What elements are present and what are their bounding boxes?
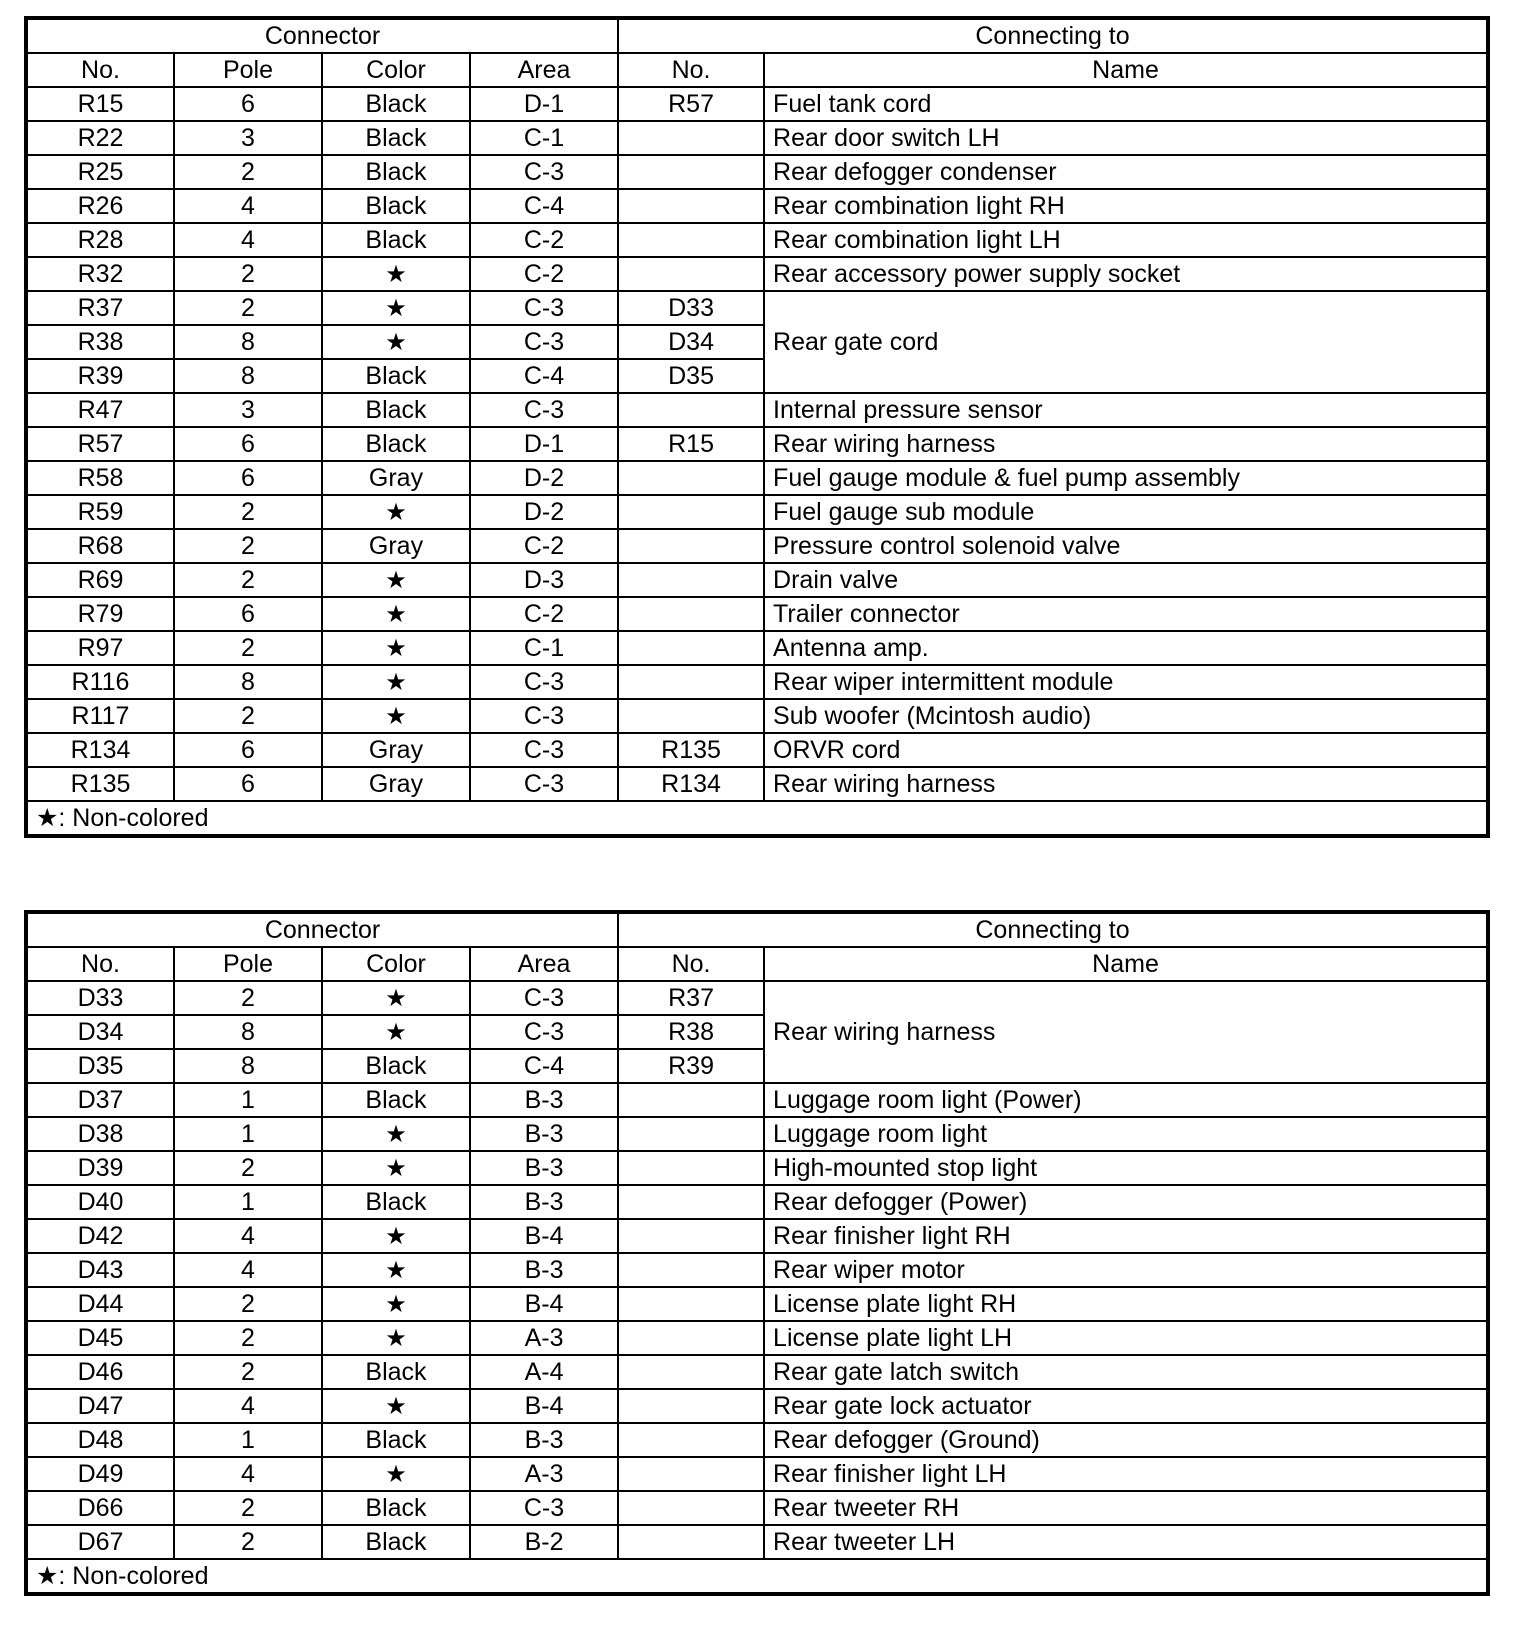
area-cell: C-3 xyxy=(470,393,618,427)
area-cell: C-2 xyxy=(470,257,618,291)
color-cell: Black xyxy=(322,1083,470,1117)
pole-cell: 3 xyxy=(174,121,322,155)
table-row xyxy=(26,699,1488,733)
connecting-no-cell: D33 xyxy=(618,291,764,325)
connecting-name-cell: Rear gate cord xyxy=(764,291,1488,393)
color-cell: ★ xyxy=(322,597,470,631)
connector-header: Connector xyxy=(26,18,618,53)
color-cell: Black xyxy=(322,121,470,155)
pole-cell: 6 xyxy=(174,597,322,631)
connecting-name-cell: Antenna amp. xyxy=(764,631,1488,665)
name-column-header: Name xyxy=(764,947,1488,981)
pole-cell: 1 xyxy=(174,1423,322,1457)
connecting-name-cell: Fuel tank cord xyxy=(764,87,1488,121)
connector-no-cell: D43 xyxy=(26,1253,174,1287)
to-no-column-header: No. xyxy=(618,53,764,87)
table-row xyxy=(26,1083,1488,1117)
connecting-no-cell: R39 xyxy=(618,1049,764,1083)
color-cell: Black xyxy=(322,1185,470,1219)
color-cell: Black xyxy=(322,189,470,223)
area-cell: B-3 xyxy=(470,1423,618,1457)
area-cell: A-3 xyxy=(470,1321,618,1355)
color-cell: Gray xyxy=(322,767,470,801)
connecting-name-cell: ORVR cord xyxy=(764,733,1488,767)
pole-cell: 4 xyxy=(174,223,322,257)
area-cell: B-3 xyxy=(470,1253,618,1287)
table-header-row xyxy=(26,18,1488,53)
connecting-name-cell: Rear finisher light LH xyxy=(764,1457,1488,1491)
connecting-name-cell: Rear accessory power supply socket xyxy=(764,257,1488,291)
table-row xyxy=(26,733,1488,767)
connector-no-cell: R116 xyxy=(26,665,174,699)
area-cell: C-3 xyxy=(470,665,618,699)
connector-no-cell: R68 xyxy=(26,529,174,563)
pole-cell: 6 xyxy=(174,461,322,495)
color-cell: ★ xyxy=(322,325,470,359)
connecting-no-cell xyxy=(618,461,764,495)
connector-no-cell: R39 xyxy=(26,359,174,393)
connecting-name-cell: Rear wiper motor xyxy=(764,1253,1488,1287)
connecting-no-cell xyxy=(618,495,764,529)
table-row xyxy=(26,1389,1488,1423)
connecting-no-cell: R135 xyxy=(618,733,764,767)
table-row xyxy=(26,461,1488,495)
pole-cell: 2 xyxy=(174,1287,322,1321)
area-cell: B-4 xyxy=(470,1287,618,1321)
color-cell: Black xyxy=(322,223,470,257)
color-cell: Black xyxy=(322,1049,470,1083)
connecting-name-cell: Rear wiring harness xyxy=(764,981,1488,1083)
connecting-name-cell: Internal pressure sensor xyxy=(764,393,1488,427)
connecting-no-cell: R15 xyxy=(618,427,764,461)
connecting-no-cell xyxy=(618,1117,764,1151)
area-cell: C-2 xyxy=(470,223,618,257)
connecting-no-cell: R37 xyxy=(618,981,764,1015)
pole-cell: 4 xyxy=(174,1253,322,1287)
connector-no-cell: R97 xyxy=(26,631,174,665)
area-cell: C-4 xyxy=(470,1049,618,1083)
area-cell: D-2 xyxy=(470,461,618,495)
footnote-row xyxy=(26,801,1488,836)
connector-no-cell: D47 xyxy=(26,1389,174,1423)
table-row xyxy=(26,563,1488,597)
connecting-no-cell: R57 xyxy=(618,87,764,121)
connector-table-d xyxy=(24,910,1490,1596)
pole-cell: 1 xyxy=(174,1083,322,1117)
connector-no-cell: D67 xyxy=(26,1525,174,1559)
connecting-name-cell: Rear defogger (Power) xyxy=(764,1185,1488,1219)
connecting-no-cell xyxy=(618,1389,764,1423)
footnote-row xyxy=(26,1559,1488,1594)
connecting-no-cell xyxy=(618,155,764,189)
table-row xyxy=(26,1185,1488,1219)
connecting-no-cell xyxy=(618,121,764,155)
connecting-no-cell xyxy=(618,1185,764,1219)
color-cell: ★ xyxy=(322,1219,470,1253)
connector-no-cell: D45 xyxy=(26,1321,174,1355)
area-cell: B-3 xyxy=(470,1185,618,1219)
color-cell: ★ xyxy=(322,981,470,1015)
pole-cell: 2 xyxy=(174,257,322,291)
color-cell: ★ xyxy=(322,1015,470,1049)
area-cell: C-3 xyxy=(470,1015,618,1049)
area-cell: C-1 xyxy=(470,121,618,155)
pole-column-header: Pole xyxy=(174,947,322,981)
table-row xyxy=(26,155,1488,189)
table-row xyxy=(26,1525,1488,1559)
connector-no-cell: D33 xyxy=(26,981,174,1015)
color-cell: Black xyxy=(322,155,470,189)
connecting-no-cell xyxy=(618,1423,764,1457)
table-row xyxy=(26,291,1488,325)
pole-cell: 1 xyxy=(174,1117,322,1151)
pole-cell: 6 xyxy=(174,427,322,461)
pole-cell: 4 xyxy=(174,1219,322,1253)
pole-cell: 3 xyxy=(174,393,322,427)
color-cell: Gray xyxy=(322,529,470,563)
pole-cell: 2 xyxy=(174,699,322,733)
connector-table-r xyxy=(24,16,1490,838)
connector-no-cell: R134 xyxy=(26,733,174,767)
pole-cell: 2 xyxy=(174,1491,322,1525)
connecting-no-cell xyxy=(618,699,764,733)
connector-no-cell: R57 xyxy=(26,427,174,461)
area-cell: D-1 xyxy=(470,427,618,461)
color-cell: Gray xyxy=(322,733,470,767)
table-row xyxy=(26,1151,1488,1185)
connecting-no-cell xyxy=(618,631,764,665)
connector-no-cell: R79 xyxy=(26,597,174,631)
connecting-name-cell: Rear wiring harness xyxy=(764,767,1488,801)
color-cell: ★ xyxy=(322,495,470,529)
color-cell: ★ xyxy=(322,257,470,291)
connector-no-cell: R59 xyxy=(26,495,174,529)
table-row xyxy=(26,665,1488,699)
no-column-header: No. xyxy=(26,53,174,87)
connecting-name-cell: Rear finisher light RH xyxy=(764,1219,1488,1253)
connecting-name-cell: Rear defogger condenser xyxy=(764,155,1488,189)
color-cell: ★ xyxy=(322,1151,470,1185)
area-cell: B-3 xyxy=(470,1117,618,1151)
area-cell: C-3 xyxy=(470,733,618,767)
table-row xyxy=(26,1117,1488,1151)
table-row xyxy=(26,121,1488,155)
table-row xyxy=(26,981,1488,1015)
table-row xyxy=(26,631,1488,665)
footnote: ★: Non-colored xyxy=(26,1559,1488,1594)
table-row xyxy=(26,427,1488,461)
color-cell: Black xyxy=(322,359,470,393)
pole-cell: 2 xyxy=(174,1151,322,1185)
connector-no-cell: R28 xyxy=(26,223,174,257)
connecting-name-cell: License plate light LH xyxy=(764,1321,1488,1355)
color-cell: ★ xyxy=(322,1389,470,1423)
color-column-header: Color xyxy=(322,947,470,981)
connecting-no-cell xyxy=(618,529,764,563)
connector-no-cell: D34 xyxy=(26,1015,174,1049)
pole-cell: 8 xyxy=(174,1049,322,1083)
connecting-name-cell: Rear door switch LH xyxy=(764,121,1488,155)
connecting-no-cell: D35 xyxy=(618,359,764,393)
connector-no-cell: D40 xyxy=(26,1185,174,1219)
connector-no-cell: D48 xyxy=(26,1423,174,1457)
connector-no-cell: R26 xyxy=(26,189,174,223)
table-subheader-row xyxy=(26,947,1488,981)
connecting-no-cell: R38 xyxy=(618,1015,764,1049)
area-cell: C-3 xyxy=(470,699,618,733)
connecting-no-cell: D34 xyxy=(618,325,764,359)
connecting-name-cell: Sub woofer (Mcintosh audio) xyxy=(764,699,1488,733)
area-cell: D-3 xyxy=(470,563,618,597)
connecting-name-cell: Drain valve xyxy=(764,563,1488,597)
table-row xyxy=(26,1423,1488,1457)
connecting-no-cell xyxy=(618,1491,764,1525)
connecting-no-cell xyxy=(618,1287,764,1321)
connector-no-cell: D35 xyxy=(26,1049,174,1083)
connecting-no-cell xyxy=(618,1355,764,1389)
area-cell: D-1 xyxy=(470,87,618,121)
pole-cell: 6 xyxy=(174,767,322,801)
connecting-no-cell: R134 xyxy=(618,767,764,801)
connecting-name-cell: Luggage room light xyxy=(764,1117,1488,1151)
pole-column-header: Pole xyxy=(174,53,322,87)
connector-no-cell: R47 xyxy=(26,393,174,427)
pole-cell: 4 xyxy=(174,1457,322,1491)
pole-cell: 6 xyxy=(174,87,322,121)
color-cell: Black xyxy=(322,427,470,461)
table-row xyxy=(26,1355,1488,1389)
area-cell: B-2 xyxy=(470,1525,618,1559)
table-row xyxy=(26,1491,1488,1525)
connector-no-cell: D49 xyxy=(26,1457,174,1491)
pole-cell: 2 xyxy=(174,1525,322,1559)
connecting-name-cell: Rear wiper intermittent module xyxy=(764,665,1488,699)
connecting-name-cell: Rear combination light RH xyxy=(764,189,1488,223)
connecting-name-cell: Rear tweeter LH xyxy=(764,1525,1488,1559)
table-row xyxy=(26,597,1488,631)
table-row xyxy=(26,189,1488,223)
connecting-name-cell: Pressure control solenoid valve xyxy=(764,529,1488,563)
area-cell: B-4 xyxy=(470,1389,618,1423)
pole-cell: 8 xyxy=(174,359,322,393)
connector-no-cell: D38 xyxy=(26,1117,174,1151)
connector-no-cell: D39 xyxy=(26,1151,174,1185)
color-cell: Black xyxy=(322,1423,470,1457)
color-cell: Black xyxy=(322,393,470,427)
area-cell: C-3 xyxy=(470,1491,618,1525)
connecting-name-cell: Luggage room light (Power) xyxy=(764,1083,1488,1117)
color-cell: ★ xyxy=(322,291,470,325)
pole-cell: 2 xyxy=(174,1355,322,1389)
color-cell: ★ xyxy=(322,563,470,597)
connector-no-cell: R32 xyxy=(26,257,174,291)
connecting-name-cell: Fuel gauge sub module xyxy=(764,495,1488,529)
area-cell: C-2 xyxy=(470,597,618,631)
connecting-no-cell xyxy=(618,665,764,699)
table-row xyxy=(26,393,1488,427)
color-cell: ★ xyxy=(322,699,470,733)
table-row xyxy=(26,1457,1488,1491)
table-row xyxy=(26,87,1488,121)
color-cell: ★ xyxy=(322,1287,470,1321)
connecting-to-header: Connecting to xyxy=(618,912,1488,947)
pole-cell: 2 xyxy=(174,563,322,597)
area-cell: C-3 xyxy=(470,155,618,189)
area-cell: C-2 xyxy=(470,529,618,563)
connecting-no-cell xyxy=(618,1457,764,1491)
connector-no-cell: R37 xyxy=(26,291,174,325)
pole-cell: 2 xyxy=(174,981,322,1015)
area-cell: C-3 xyxy=(470,767,618,801)
area-cell: B-3 xyxy=(470,1151,618,1185)
connector-no-cell: D66 xyxy=(26,1491,174,1525)
connecting-name-cell: Fuel gauge module & fuel pump assembly xyxy=(764,461,1488,495)
connecting-name-cell: Trailer connector xyxy=(764,597,1488,631)
area-cell: C-4 xyxy=(470,189,618,223)
connector-no-cell: D37 xyxy=(26,1083,174,1117)
connector-header: Connector xyxy=(26,912,618,947)
area-cell: D-2 xyxy=(470,495,618,529)
pole-cell: 8 xyxy=(174,665,322,699)
connector-no-cell: R25 xyxy=(26,155,174,189)
area-cell: B-4 xyxy=(470,1219,618,1253)
connecting-name-cell: High-mounted stop light xyxy=(764,1151,1488,1185)
pole-cell: 6 xyxy=(174,733,322,767)
table-row xyxy=(26,767,1488,801)
connector-no-cell: R69 xyxy=(26,563,174,597)
area-cell: C-3 xyxy=(470,981,618,1015)
table-row xyxy=(26,1321,1488,1355)
connector-no-cell: D42 xyxy=(26,1219,174,1253)
connecting-no-cell xyxy=(618,1151,764,1185)
connecting-no-cell xyxy=(618,1321,764,1355)
table-row xyxy=(26,257,1488,291)
connecting-no-cell xyxy=(618,393,764,427)
area-column-header: Area xyxy=(470,947,618,981)
connecting-name-cell: Rear gate latch switch xyxy=(764,1355,1488,1389)
pole-cell: 2 xyxy=(174,291,322,325)
connecting-name-cell: Rear gate lock actuator xyxy=(764,1389,1488,1423)
connector-no-cell: R38 xyxy=(26,325,174,359)
pole-cell: 8 xyxy=(174,325,322,359)
area-cell: C-3 xyxy=(470,325,618,359)
color-cell: ★ xyxy=(322,1321,470,1355)
pole-cell: 2 xyxy=(174,529,322,563)
area-cell: A-3 xyxy=(470,1457,618,1491)
table-header-row xyxy=(26,912,1488,947)
table-row xyxy=(26,1253,1488,1287)
connecting-no-cell xyxy=(618,1219,764,1253)
color-cell: ★ xyxy=(322,1117,470,1151)
color-cell: ★ xyxy=(322,1457,470,1491)
footnote: ★: Non-colored xyxy=(26,801,1488,836)
connector-no-cell: D46 xyxy=(26,1355,174,1389)
pole-cell: 2 xyxy=(174,155,322,189)
connector-no-cell: R58 xyxy=(26,461,174,495)
pole-cell: 4 xyxy=(174,189,322,223)
pole-cell: 1 xyxy=(174,1185,322,1219)
color-cell: Black xyxy=(322,1355,470,1389)
area-cell: C-3 xyxy=(470,291,618,325)
connector-no-cell: R117 xyxy=(26,699,174,733)
table-row xyxy=(26,1219,1488,1253)
connecting-name-cell: License plate light RH xyxy=(764,1287,1488,1321)
connecting-name-cell: Rear combination light LH xyxy=(764,223,1488,257)
color-cell: ★ xyxy=(322,665,470,699)
connecting-no-cell xyxy=(618,1525,764,1559)
connecting-no-cell xyxy=(618,1083,764,1117)
connecting-no-cell xyxy=(618,257,764,291)
area-cell: C-1 xyxy=(470,631,618,665)
table-row xyxy=(26,223,1488,257)
color-column-header: Color xyxy=(322,53,470,87)
pole-cell: 2 xyxy=(174,1321,322,1355)
color-cell: ★ xyxy=(322,631,470,665)
connector-no-cell: D44 xyxy=(26,1287,174,1321)
color-cell: Black xyxy=(322,1491,470,1525)
name-column-header: Name xyxy=(764,53,1488,87)
color-cell: Black xyxy=(322,1525,470,1559)
connector-no-cell: R22 xyxy=(26,121,174,155)
color-cell: Gray xyxy=(322,461,470,495)
connecting-name-cell: Rear tweeter RH xyxy=(764,1491,1488,1525)
color-cell: ★ xyxy=(322,1253,470,1287)
connecting-name-cell: Rear defogger (Ground) xyxy=(764,1423,1488,1457)
connecting-no-cell xyxy=(618,189,764,223)
table-row xyxy=(26,495,1488,529)
pole-cell: 2 xyxy=(174,495,322,529)
connecting-to-header: Connecting to xyxy=(618,18,1488,53)
connector-no-cell: R15 xyxy=(26,87,174,121)
connector-no-cell: R135 xyxy=(26,767,174,801)
color-cell: Black xyxy=(322,87,470,121)
table-row xyxy=(26,529,1488,563)
connecting-no-cell xyxy=(618,223,764,257)
area-cell: C-4 xyxy=(470,359,618,393)
pole-cell: 2 xyxy=(174,631,322,665)
connecting-no-cell xyxy=(618,563,764,597)
table-row xyxy=(26,1287,1488,1321)
pole-cell: 4 xyxy=(174,1389,322,1423)
area-cell: A-4 xyxy=(470,1355,618,1389)
area-cell: B-3 xyxy=(470,1083,618,1117)
to-no-column-header: No. xyxy=(618,947,764,981)
connecting-no-cell xyxy=(618,1253,764,1287)
no-column-header: No. xyxy=(26,947,174,981)
connecting-no-cell xyxy=(618,597,764,631)
pole-cell: 8 xyxy=(174,1015,322,1049)
connecting-name-cell: Rear wiring harness xyxy=(764,427,1488,461)
area-column-header: Area xyxy=(470,53,618,87)
table-subheader-row xyxy=(26,53,1488,87)
